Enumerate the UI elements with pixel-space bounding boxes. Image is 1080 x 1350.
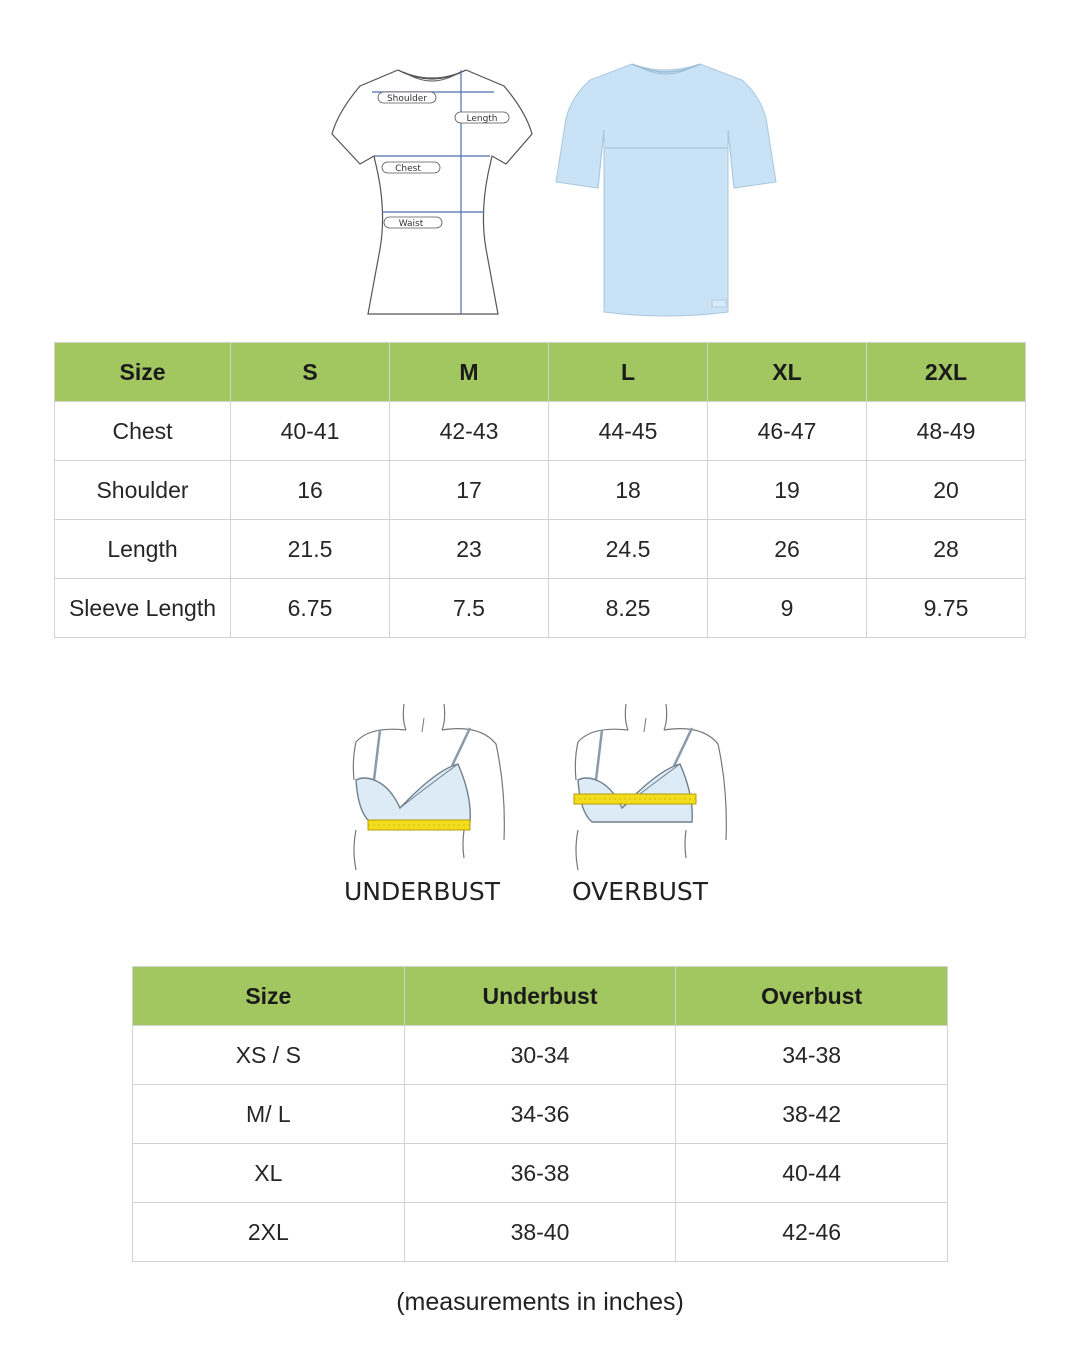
overbust-caption: OVERBUST (571, 877, 709, 906)
header-cell: Underbust (404, 967, 676, 1026)
waist-label: Waist (398, 219, 424, 229)
bust-size-table (132, 966, 948, 1262)
table-cell: 8.25 (549, 579, 708, 638)
table-cell: 38-42 (676, 1085, 948, 1144)
header-cell: Size (55, 343, 231, 402)
length-label: Length (466, 114, 498, 124)
header-cell: Overbust (676, 967, 948, 1026)
table-cell: 38-40 (404, 1203, 676, 1262)
table-cell: 46-47 (708, 402, 867, 461)
header-cell: M (390, 343, 549, 402)
table-row (133, 1085, 948, 1144)
table-header-row (55, 343, 1026, 402)
table-cell: 18 (549, 461, 708, 520)
table-cell: 20 (867, 461, 1026, 520)
table-cell: Length (55, 520, 231, 579)
table-row (133, 1144, 948, 1203)
table-cell: 34-36 (404, 1085, 676, 1144)
table-cell: 28 (867, 520, 1026, 579)
table-cell: 48-49 (867, 402, 1026, 461)
table-cell: 42-46 (676, 1203, 948, 1262)
chest-label: Chest (395, 164, 421, 174)
table-cell: 7.5 (390, 579, 549, 638)
table-row (133, 1026, 948, 1085)
overbust-illustration (562, 700, 742, 910)
table-cell: 40-44 (676, 1144, 948, 1203)
table-cell: 2XL (133, 1203, 405, 1262)
table-cell: M/ L (133, 1085, 405, 1144)
tee-measurement-diagram (328, 64, 538, 320)
table-row (133, 1203, 948, 1262)
table-row (55, 520, 1026, 579)
table-row (55, 579, 1026, 638)
table-row (55, 402, 1026, 461)
table-cell: 9 (708, 579, 867, 638)
underbust-illustration (340, 700, 520, 910)
table-cell: 36-38 (404, 1144, 676, 1203)
table-cell: 19 (708, 461, 867, 520)
header-cell: Size (133, 967, 405, 1026)
table-cell: 34-38 (676, 1026, 948, 1085)
tee-size-table (54, 342, 1026, 638)
underbust-caption: UNDERBUST (343, 877, 501, 906)
table-cell: 16 (231, 461, 390, 520)
table-cell: 26 (708, 520, 867, 579)
table-cell: 9.75 (867, 579, 1026, 638)
table-cell: 24.5 (549, 520, 708, 579)
table-cell: 17 (390, 461, 549, 520)
table-cell: Chest (55, 402, 231, 461)
tee-outline (332, 70, 532, 314)
table-row (55, 461, 1026, 520)
table-cell: Shoulder (55, 461, 231, 520)
shoulder-label: Shoulder (386, 94, 428, 104)
table-cell: Sleeve Length (55, 579, 231, 638)
header-cell: S (231, 343, 390, 402)
header-cell: 2XL (867, 343, 1026, 402)
table-cell: XS / S (133, 1026, 405, 1085)
header-cell: XL (708, 343, 867, 402)
table-cell: 23 (390, 520, 549, 579)
table-cell: 21.5 (231, 520, 390, 579)
blue-tshirt-image (552, 60, 780, 322)
table-cell: 6.75 (231, 579, 390, 638)
header-cell: L (549, 343, 708, 402)
table-cell: 44-45 (549, 402, 708, 461)
table-cell: 40-41 (231, 402, 390, 461)
table-cell: XL (133, 1144, 405, 1203)
table-cell: 42-43 (390, 402, 549, 461)
measurement-unit-note: (measurements in inches) (396, 1288, 684, 1316)
table-cell: 30-34 (404, 1026, 676, 1085)
table-header-row (133, 967, 948, 1026)
